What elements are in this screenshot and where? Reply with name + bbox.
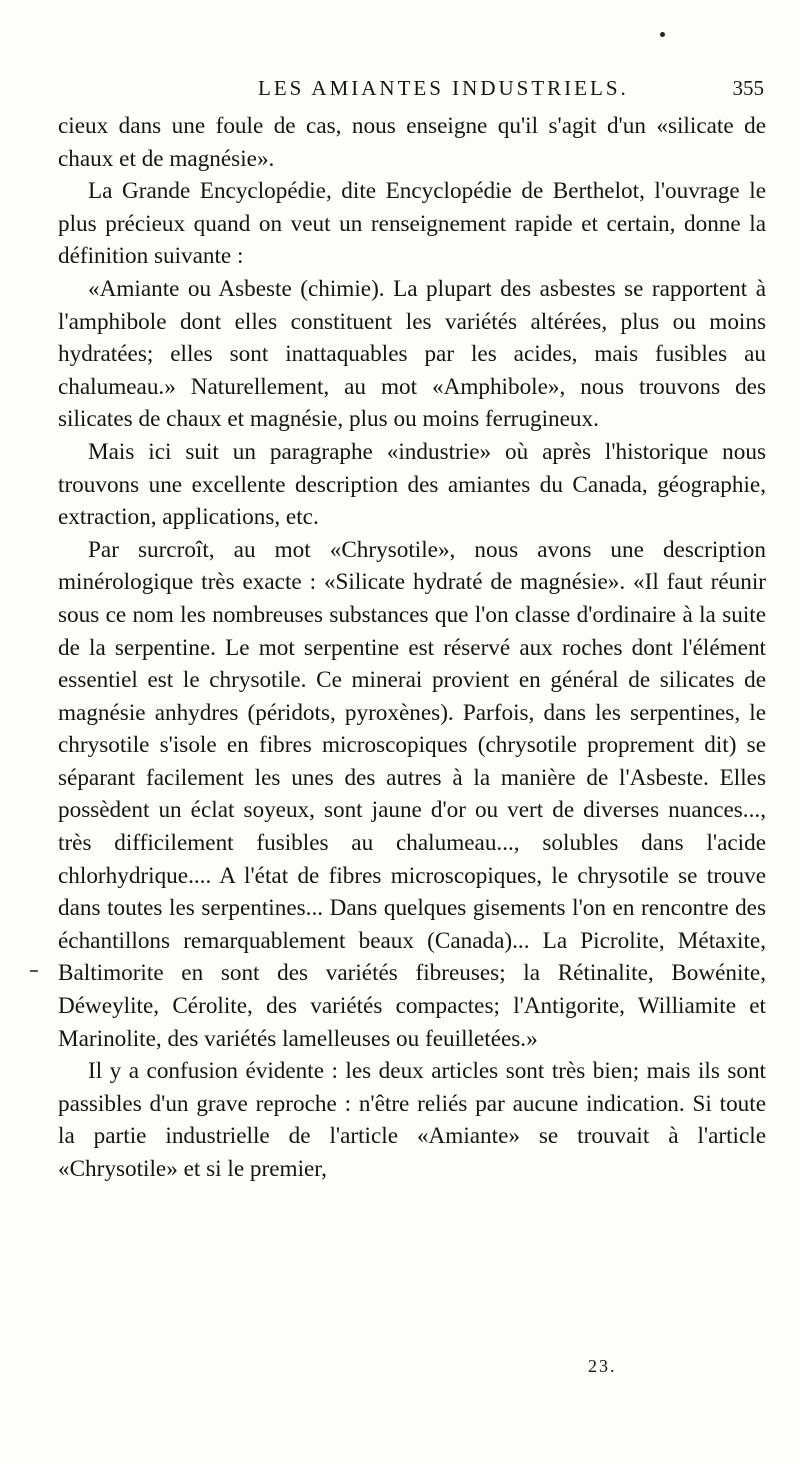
paragraph-confusion: Il y a confusion évidente : les deux articles sont très bien; mais ils sont passibles d'un grave reproche : n'être reliés par aucune indication. Si toute la partie industrielle de l'article «Amiante» se trouvait à l'article «Chrysotile» et si le premier, (58, 1058, 766, 1182)
page-header (58, 70, 766, 110)
signature-mark: 23. (588, 1356, 617, 1376)
margin-mark (30, 970, 38, 972)
paragraph-industrie: Mais ici suit un paragraphe «industrie» où après l'historique nous trouvons une excellente description des amiantes du Canada, géographie, extraction, applications, etc. (58, 438, 766, 531)
body-text (58, 110, 766, 1186)
running-title: LES AMIANTES INDUSTRIELS. (258, 76, 629, 100)
paragraph-amiante-definition: «Amiante ou Asbeste (chimie). La plupart des asbestes se rapportent à l'amphibole dont elles constituent les variétés altérées, plus ou moins hydratées; elles sont inattaquables par les acides, mais fusibles au chalumeau.» Naturellement, au mot «Amphibole», nous trouvons des silicates de chaux et magnésie, plus ou moins ferrugineux. (58, 275, 766, 433)
book-page (58, 70, 766, 1186)
paragraph-chrysotile: Par surcroît, au mot «Chrysotile», nous avons une description minérologique très exacte : «Silicate hydraté de magnésie». «Il faut réunir sous ce nom les nombreuses substances que l'on classe d'ordinaire à la suite de la serpentine. Le mot serpentine est réservé aux roches dont l'élément essentiel est le chrysotile. Ce minerai provient en général de silicates de magnésie anhydres (péridots, pyroxènes). Parfois, dans les serpentines, le chrysotile s'isole en fibres microscopiques (chrysotile proprement dit) se séparant facilement les unes des autres à la manière de l'Asbeste. Elles possèdent un éclat soyeux, sont jaune d'or ou vert de diverses nuances..., très difficilement fusibles au chalumeau..., solubles dans l'acide chlorhydrique.... A l'état de fibres microscopiques, le chrysotile se trouve dans toutes les serpentines... Dans quelques gisements l'on en rencontre des échantillons remarquablement beaux (Canada)... La Picrolite, Métaxite, Baltimorite en sont des variétés fibreuses; la Rétinalite, Bowénite, Déweylite, Cérolite, des variétés compactes; l'Antigorite, Williamite et Marinolite, des variétés lamelleuses ou feuilletées.» (58, 536, 766, 1052)
paragraph-continued: cieux dans une foule de cas, nous enseigne qu'il s'agit d'un «silicate de chaux et de magnésie». (58, 113, 766, 172)
ink-speck (660, 32, 665, 37)
page-number: 355 (732, 76, 764, 100)
paragraph-encyclopedie: La Grande Encyclopédie, dite Encyclopédie de Berthelot, l'ouvrage le plus précieux quand on veut un renseignement rapide et certain, donne la définition suivante : (58, 178, 766, 270)
